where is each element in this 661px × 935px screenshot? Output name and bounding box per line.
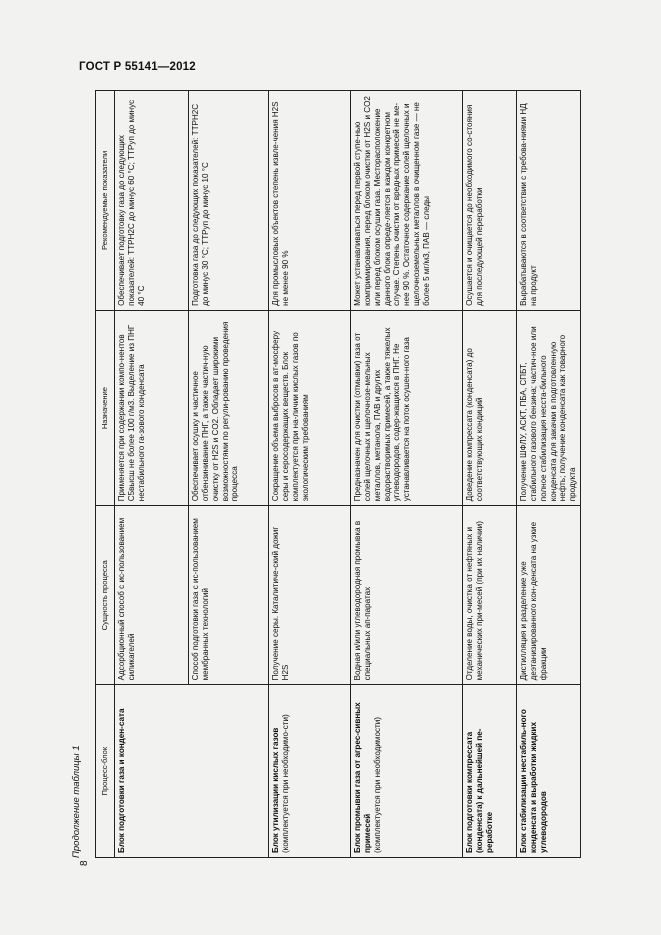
table-row — [463, 91, 517, 858]
recommend-cell: Осушается и очищается до необходимого со-стояния для последующей переработки — [463, 91, 517, 311]
column-header-block: Процесс-блок — [96, 685, 115, 858]
column-header-recommend: Рекомендуемые показатели — [96, 91, 115, 311]
block-cell — [351, 685, 463, 858]
table-row — [269, 91, 351, 858]
block-cell — [115, 685, 269, 858]
essence-cell: Способ подготовки газа с ис-пользованием мембранных технологий — [189, 506, 269, 685]
essence-cell: Водная и/или углеводородная промывка в специальных ап-паратах — [351, 506, 463, 685]
page-number: 8 — [79, 860, 90, 866]
essence-cell: Дистилляция и разделение уже деэтанизированного кон-денсата на узкие фракции — [517, 506, 581, 685]
process-table — [95, 90, 581, 858]
recommend-cell: Для промысловых объектов степень извле-чения H2S не менее 90 % — [269, 91, 351, 311]
block-cell: Блок стабилизации нестабиль-ного конденсата и выработки жидких углеводородов — [517, 685, 581, 858]
purpose-cell: Получение ШФЛУ, АСКТ, ПБА, СПБТ, стабильного газового бензина; частич-ное или полное стабилизация несста-бильного конденсата для закачки в подготовленную нефть; получение конденсата как товарного продукта — [517, 310, 581, 505]
block-note: (комплектуется при необходимости) — [372, 717, 382, 853]
block-cell — [269, 685, 351, 858]
purpose-cell: Предназначен для очистки (отмывки) газа от солей щелочных и щелочнозе-мельных металлов, метанола, ПАВ и других водорастворимых примесей, а также тяжелых углеводородов, содер-жащихся в ПНГ. Не устанавливается на поток осушен-ного газа — [351, 310, 463, 505]
essence-cell: Получение серы. Каталитиче-ский дожиг H2S — [269, 506, 351, 685]
page-title: ГОСТ Р 55141—2012 — [79, 61, 196, 73]
table-row — [351, 91, 463, 858]
essence-cell: Адсорбционный способ с ис-пользованием силикагелей — [115, 506, 189, 685]
table-header-row — [96, 91, 115, 858]
recommend-text: Обеспечивает подготовку газа до следующих показателей: ТТРH2C до минус 60 °С; ТТРуп до минус 40 °С — [117, 99, 146, 306]
purpose-cell: Обеспечивает осушку и частичное отбензинивание ПНГ, а также частич-ную очистку от H2S и CO2. Обладает широкими возможностями по регули-рованию проведения процесса — [189, 310, 269, 505]
recommend-cell: Вырабатываются в соответствии с требова-ниями НД на продукт — [517, 91, 581, 311]
column-header-purpose: Назначение — [96, 310, 115, 505]
recommend-cell — [115, 91, 189, 311]
block-note: (комплектуется при необходимо-сти) — [280, 714, 290, 853]
block-title: Блок подготовки газа и конден-сата — [117, 708, 126, 853]
table-row — [517, 91, 581, 858]
table-row — [115, 91, 189, 858]
essence-cell: Отделение воды, очистка от нефтяных и механических при-месей (при их наличии) — [463, 506, 517, 685]
column-header-essence: Сущность процесса — [96, 506, 115, 685]
block-title: Блок промывки газа от агрес-сивных примесей — [353, 702, 372, 853]
block-title: Блок утилизации кислых газов — [271, 727, 280, 853]
purpose-cell — [115, 310, 189, 505]
purpose-cell: Доведение компрессата (конденсата) до соответствующих кондиций — [463, 310, 517, 505]
recommend-cell: Подготовка газа до следующих показателей: ТТРH2C до минус 30 °С; ТТРуп до минус 10 °С — [189, 91, 269, 311]
rotated-table-container — [71, 90, 578, 858]
recommend-cell: Может устанавливаться перед первой ступе-нью компримирования, перед блоком очистки от H2S и CO2 или перед блоком осушки газа. Месторасположение данного блока опреде-ляется в каждом конкретном случае. Степень очистки от вредных примесей не ме-нее 90 %. Остаточное содержание солей щелочных и щелочноземельных металлов в очищенном газе — не более 5 мг/м3, ПАВ — следы — [351, 91, 463, 311]
block-cell: Блок подготовки компрессата (конденсата) к дальнейшей пе-реработке — [463, 685, 517, 858]
purpose-text: Применяется при содержании компо-нентов C5высш не более 100 г/м3. Выделение из ПНГ нестабильного га-зового конденсата — [117, 324, 146, 502]
purpose-cell: Сокращение объема выбросов в ат-мосферу серы и серосодержащих веществ. Блок комплектуется при на-личии кислых газов по экологическим требованиям — [269, 310, 351, 505]
table-caption: Продолжение таблицы 1 — [71, 745, 82, 858]
